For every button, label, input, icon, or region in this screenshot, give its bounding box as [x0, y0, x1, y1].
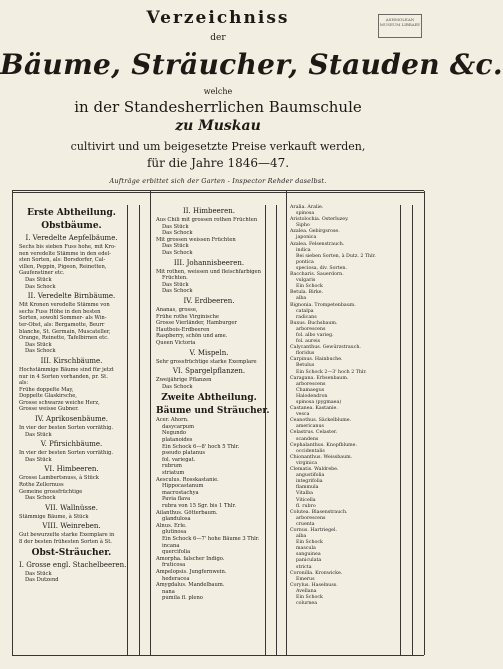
list-item: Orange, Reinette, Tafelbirnen etc.	[19, 335, 109, 342]
list-item: blanche, St. Germain, Muscateller,	[19, 328, 111, 335]
list-item: Pavia flava	[162, 496, 191, 503]
list-item: Mit rothen, weissen und fleischfarbigen	[156, 268, 261, 275]
list-item: ter-Obst, als: Bergamotte, Beurr	[19, 321, 105, 328]
list-item: occidentalis	[296, 448, 325, 454]
list-item: pseudo platanus	[162, 450, 206, 457]
list-item: Emerus	[296, 576, 315, 582]
list-item: glutinosa	[162, 529, 187, 536]
list-item: Hautbois-Erdbeeren	[156, 326, 210, 333]
list-item: Gaufenstiner etc.	[19, 270, 65, 277]
list-item: fol. variegat.	[162, 456, 196, 463]
list-item: sanguinea	[296, 552, 321, 558]
list-item: Amygdalus. Mandelbaum.	[156, 582, 225, 589]
list-item: 8 der besten frühesten Sorten à St.	[19, 539, 112, 545]
subheading-himbeeren: II. Himbeeren.	[183, 207, 235, 215]
list-item: Gut bewurzelte starke Exemplare in	[19, 532, 115, 539]
list-item: Das Stück	[25, 276, 52, 283]
list-item: rubra von 15 Sgr. bis 1 Thlr.	[162, 503, 236, 509]
list-item: Das Schock	[25, 348, 56, 355]
list-item: quercifolia	[162, 549, 191, 556]
list-item: Das Stück	[162, 281, 189, 288]
price-divider-2a	[265, 205, 266, 655]
subheading-stachelbeeren: I. Grosse engl. Stachelbeeren.	[19, 560, 127, 569]
list-item: vulgaris	[296, 278, 316, 284]
subtitle-line: cultivirt und um beigesetzte Preise verkauft werden,	[70, 140, 366, 153]
list-item: fl. rubro	[296, 503, 316, 509]
list-item: Grosse weisse Gubner.	[19, 406, 79, 413]
list-item: Frühe doppelte May,	[19, 386, 74, 393]
price-divider-3b	[412, 205, 413, 655]
list-item: americanus	[296, 424, 324, 430]
list-item: Castanea. Kastanie.	[290, 406, 338, 412]
list-item: pumila fl. pleno	[162, 595, 203, 602]
price-divider-1b	[139, 205, 140, 655]
subheading-kirschen: III. Kirschbäume.	[40, 356, 103, 365]
list-item: colurnea	[296, 601, 318, 607]
list-item: cruenta	[296, 521, 315, 527]
list-item: Queen Victoria	[156, 339, 196, 346]
subheading-haselnuss: VI. Himbeeren.	[44, 465, 99, 474]
list-item: Buxus. Buchsbaum.	[290, 320, 338, 326]
list-item: Alnus. Erle.	[156, 522, 187, 529]
subheading-weinreben: VIII. Weinreben.	[42, 522, 101, 531]
list-item: Viticella	[296, 497, 316, 503]
subheading-mispeln: V. Mispeln.	[189, 348, 229, 357]
subheading-erdbeeren: IV. Erdbeeren.	[183, 296, 235, 305]
subheading-birnen: II. Veredelte Birnbäume.	[27, 292, 116, 301]
list-item: nur in 4 Sorten vorhanden, pr. St.	[19, 373, 108, 380]
title-der: der	[210, 33, 226, 43]
section-heading-second: Zweite Abtheilung.	[161, 393, 257, 404]
list-item: scandens	[296, 436, 319, 442]
heading-obstbaeume: Obstbäume.	[41, 221, 102, 231]
list-item: Das Stück	[25, 456, 52, 463]
place-line: zu Muskau	[175, 118, 261, 134]
list-item: Das Schock	[25, 283, 56, 290]
list-item: Das Schock	[162, 249, 193, 256]
rule-top-double	[12, 192, 424, 193]
heading-baeume-straeucher: Bäume und Sträucher.	[156, 406, 270, 417]
heading-obst-straeucher: Obst-Sträucher.	[31, 547, 112, 558]
list-item: angustifolia	[296, 473, 325, 479]
list-item: paniculata	[296, 558, 322, 564]
list-item: sten Sorten, als: Borsdorfer, Cal-	[19, 257, 106, 264]
list-item: Zweijährige Pflanzen	[156, 377, 212, 384]
price-divider-3a	[400, 205, 401, 655]
list-item: Ein Schock 2—3' hoch 2 Thlr.	[296, 369, 367, 375]
list-item: In vier der besten Sorten vorräthig.	[19, 450, 114, 457]
list-item: fruticosa	[162, 562, 186, 569]
list-item: Aesculus. Rosskastanie.	[156, 476, 219, 483]
list-item: Azalea. Felsenstrauch.	[290, 241, 345, 247]
list-item: Carpinus. Hainbuche.	[290, 357, 343, 363]
list-item: Chamaegus	[296, 387, 325, 393]
subheading-aprikosen: IV. Aprikosenbäume.	[34, 415, 109, 424]
list-item: dasycarpum	[162, 423, 195, 430]
list-item: Das Stück	[162, 243, 189, 250]
list-item: Das Schock	[162, 230, 193, 237]
subheading-aepfel: I. Veredelte Aepfelbäume.	[25, 234, 118, 242]
list-item: Celastrus. Celaster.	[290, 430, 338, 436]
subheading-johannisbeeren: III. Johannisbeeren.	[173, 258, 245, 267]
list-item: als:	[19, 380, 29, 387]
list-item: Doppelte Glaskirsche,	[19, 393, 77, 400]
list-item: vesca	[296, 412, 310, 418]
list-item: Ailanthus. Götterbaum.	[156, 509, 218, 516]
list-item: Rothe Zellernuss	[19, 482, 64, 489]
list-item: Ampelopsis. Jungfernwein.	[156, 568, 227, 575]
list-item: Das Schock	[25, 495, 56, 502]
list-item: fol. aureis	[296, 339, 321, 345]
list-item: indica	[296, 247, 311, 253]
list-item: Cornus. Hartriegel.	[290, 527, 337, 533]
inspector-note: Aufträge erbittet sich der Garten - Inspector Rehder daselbst.	[109, 177, 327, 185]
list-item: Gemeine grossfrüchtige	[19, 488, 83, 495]
list-item: Das Schock	[162, 288, 193, 295]
list-item: Sehr grossfrüchtige starke Exemplare	[156, 358, 257, 365]
list-item: Bei sieben Sorten, à Dutz. 2 Thlr.	[296, 253, 376, 259]
column-1	[19, 205, 127, 584]
list-item: Das Stück	[25, 570, 52, 577]
list-item: Ein Schock 6—7' hohe Bäume 3 Thlr.	[162, 535, 260, 542]
list-item: mascula	[296, 546, 316, 552]
list-item: Sorten, sowohl Sommer- als Win-	[19, 315, 107, 322]
list-item: Ein Schock 6—8' hoch 5 Thlr.	[162, 443, 240, 450]
list-item: Grosse Lambertsnuss, à Stück	[19, 475, 99, 482]
list-item: Cephalanthus. Knopfblume.	[290, 442, 357, 448]
list-item: Mit grossen weissen Früchten	[156, 236, 236, 243]
list-item: Frühe rothe Virginische	[156, 313, 219, 320]
list-item: nana	[162, 588, 175, 595]
list-item: Betula. Birke.	[290, 290, 324, 296]
list-item: stricta	[296, 564, 312, 570]
list-item: alba	[296, 296, 307, 302]
rule-top	[12, 190, 424, 191]
list-item: Amorpha. falscher Indigo.	[156, 555, 225, 562]
list-item: alba	[296, 534, 307, 540]
list-item: macrostachya	[162, 489, 199, 496]
list-item: glandulosa	[162, 516, 191, 523]
section-heading-first: Erste Abtheilung.	[27, 208, 116, 218]
list-item: Aristolochia. Osterluzey.	[290, 217, 349, 223]
list-item: virginica	[296, 460, 318, 466]
list-item: Azalea. Gebirgsrose.	[290, 229, 340, 235]
title-verzeichniss: Verzeichniss	[146, 8, 290, 28]
list-item: platanoides	[162, 437, 193, 444]
list-item: Das Stück	[25, 341, 52, 348]
list-item: hederacea	[162, 575, 190, 582]
year-line: für die Jahre 1846—47.	[146, 156, 290, 170]
list-item: Ein Schock	[296, 284, 323, 290]
list-item: arborescens	[296, 381, 326, 387]
main-heading: Bäume, Sträucher, Stauden &c.	[0, 48, 503, 81]
list-item: Stämmige Bäume, à Stück	[19, 513, 89, 520]
list-item: Negundo	[162, 430, 187, 437]
col-divider-2	[286, 191, 287, 655]
list-item: Colutea. Blasenstrauch.	[290, 509, 348, 515]
list-item: Raspberry, schön und ame.	[156, 333, 228, 340]
list-item: Aus Chili mit grossen rothen Früchten	[156, 217, 258, 223]
list-item: floridus	[296, 351, 315, 357]
list-item: Chionanthus. Weissbaum.	[290, 454, 353, 460]
list-item: Caragana. Erbsenbaum.	[290, 375, 349, 381]
list-item: catalpa	[296, 308, 314, 314]
nursery-line: in der Standesherrlichen Baumschule	[74, 98, 362, 116]
col-divider-left	[12, 191, 13, 655]
list-item: Halodendron	[296, 393, 328, 399]
list-item: Betulus	[296, 363, 315, 369]
list-item: speciosa, div. Sorten.	[296, 265, 347, 271]
list-item: Das Dutzend	[25, 577, 59, 584]
list-item: radicans	[296, 314, 317, 320]
column-2	[156, 205, 270, 602]
list-item: Ein Schock	[296, 540, 323, 546]
list-item: flammula	[296, 485, 319, 491]
list-item: Hochstämmige Bäume sind für jetzt	[19, 366, 114, 373]
list-item: integrifolia	[296, 479, 323, 485]
list-item: sechs Fuss Höhe in den besten	[19, 308, 101, 315]
list-item: spinosa	[296, 211, 315, 217]
list-item: fol. albo varieg.	[296, 332, 334, 338]
list-item: rubrum	[162, 463, 182, 470]
list-item: nen veredelte Stämme in den edel-	[19, 250, 111, 257]
list-item: Ein Schock	[296, 595, 323, 600]
list-item: Ananas, grosse,	[156, 306, 198, 313]
col-divider-1	[150, 191, 151, 655]
list-item: Acer. Ahorn.	[156, 417, 189, 424]
rule-bottom	[12, 655, 424, 656]
price-divider-1a	[127, 205, 128, 655]
subheading-wallnuesse: VII. Wallnüsse.	[45, 503, 98, 512]
list-item: Corylus. Haselnuss.	[290, 582, 338, 588]
list-item: In vier der besten Sorten vorräthig.	[19, 425, 114, 432]
list-item: Das Stück	[25, 431, 52, 438]
list-item: Hippocastanum	[162, 483, 204, 490]
list-item: Bignonia. Trompetenbaum.	[290, 302, 356, 308]
list-item: spinosa (pygmaea)	[296, 400, 342, 405]
list-item: Sechs bis sieben Fuss hohe, mit Kro-	[19, 244, 116, 250]
stamp-text: ASHMOLEAN MUSEUM LIBRARY	[379, 17, 421, 27]
list-item: japonica	[296, 235, 317, 241]
subheading-pfirsich: V. Pfirsichbäume.	[40, 440, 103, 449]
list-item: Das Stück	[162, 223, 189, 230]
list-item: arborescens	[296, 326, 326, 332]
list-item: Calycanthus. Gewürzstrauch.	[290, 345, 361, 351]
list-item: arborescens	[296, 515, 326, 521]
list-item: striatum	[162, 470, 185, 477]
list-item: Avellana	[296, 588, 317, 594]
column-3	[290, 205, 398, 607]
list-item: Grosse Vierländer, Hamburger	[156, 320, 237, 327]
list-item: Baccharis. Sauerdorn.	[290, 272, 344, 278]
list-item: Das Schock	[162, 383, 193, 390]
list-item: Coronilla. Kronwicke.	[290, 570, 343, 576]
list-item: Clematis. Waldrebe.	[290, 467, 339, 473]
list-item: villen, Peppin, Pigeon, Reinetten,	[19, 263, 107, 270]
list-item: Aralia. Aralie.	[290, 205, 324, 210]
list-item: Mit Kronen veredelte Stämme von	[19, 302, 110, 309]
list-item: Früchten.	[162, 275, 188, 282]
price-divider-2b	[276, 205, 277, 655]
list-item: pontica	[296, 259, 314, 265]
title-welche: welche	[203, 87, 233, 96]
col-divider-right	[424, 191, 425, 655]
subheading-spargel: VI. Spargelpflanzen.	[172, 367, 246, 376]
list-item: Vitalba	[296, 491, 313, 497]
list-item: incana	[162, 542, 180, 549]
list-item: Grosse schwarze weiche Herz,	[19, 399, 100, 406]
list-item: Ceanothus. Säckelblume.	[290, 418, 352, 424]
list-item: Sipho	[296, 223, 310, 229]
